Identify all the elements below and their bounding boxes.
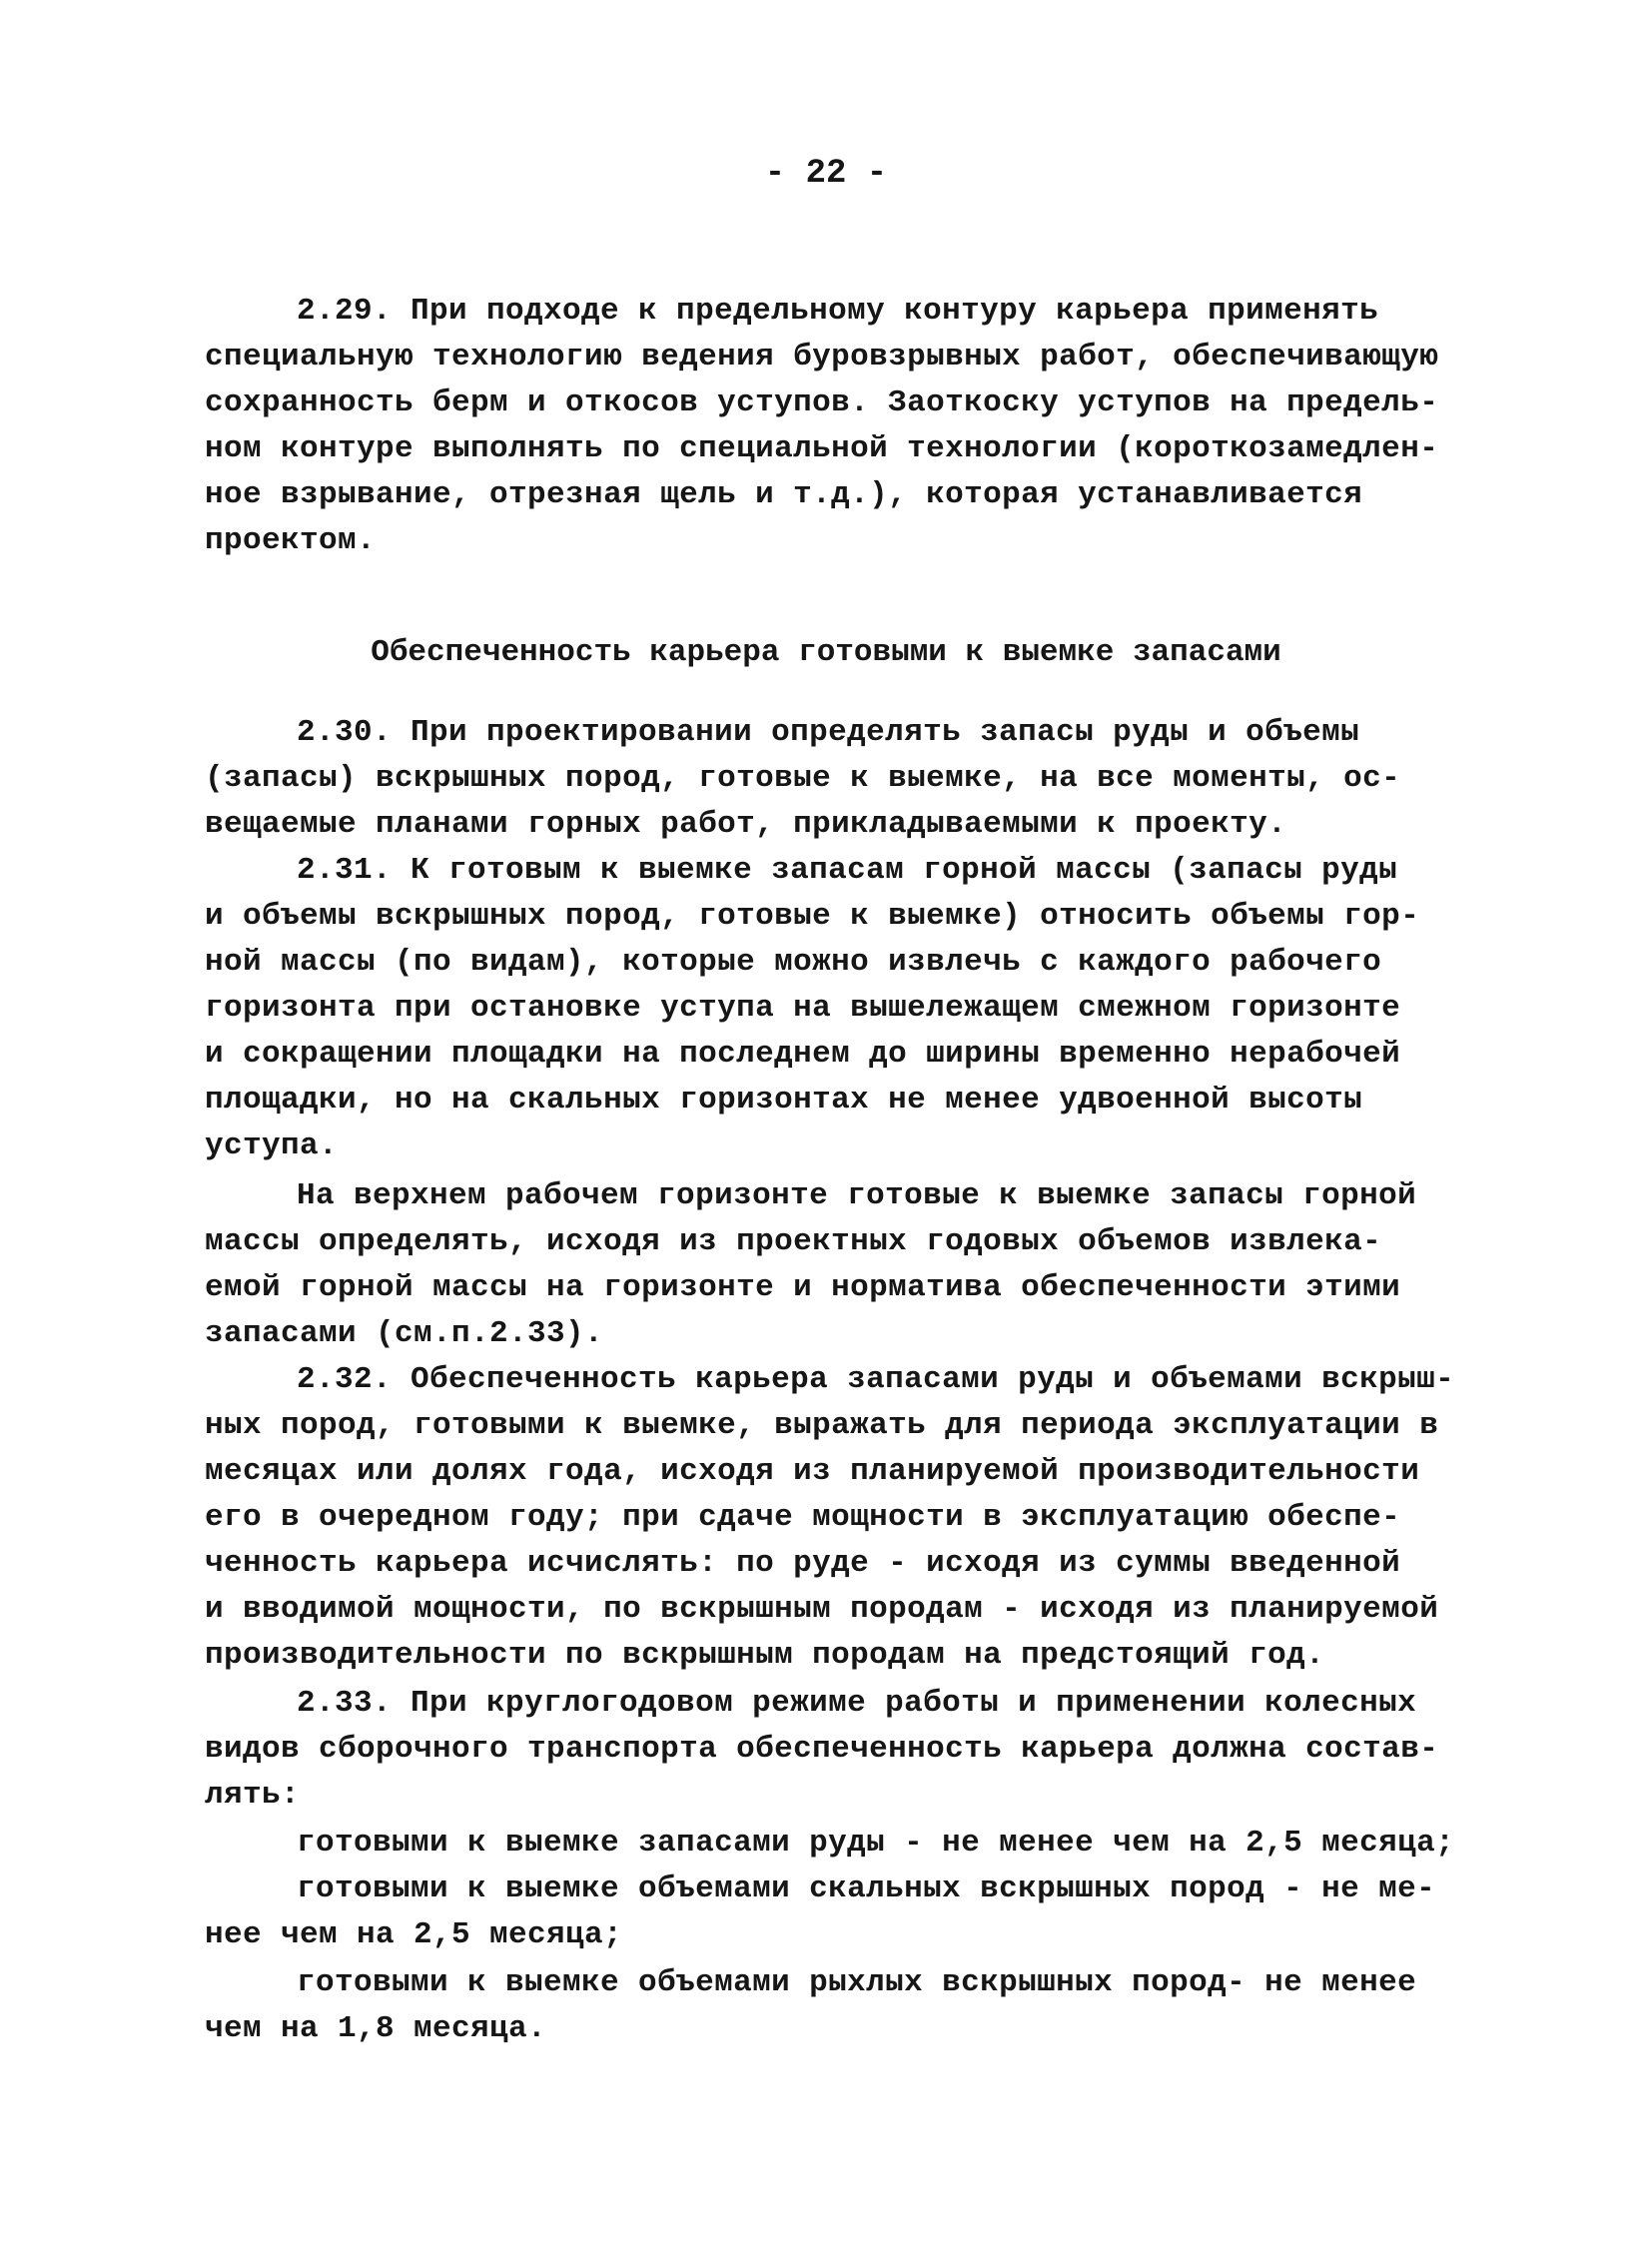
list-item: нее чем на 2,5 месяца; xyxy=(205,1917,623,1952)
list-item: готовыми к выемке объемами рыхлых вскрышных пород- не менее xyxy=(297,1965,1417,2000)
text-line: проектом. xyxy=(205,523,377,558)
text-line: уступа. xyxy=(205,1128,339,1163)
text-line: 2.33. При круглогодовом режиме работы и применении колесных xyxy=(297,1686,1417,1721)
text-line: и вводимой мощности, по вскрышным породам - исходя из планируемой xyxy=(205,1592,1439,1627)
text-line: ной массы (по видам), которые можно извлечь с каждого рабочего xyxy=(205,945,1382,980)
text-line: емой горной массы на горизонте и норматива обеспеченности этими xyxy=(205,1270,1401,1305)
list-item: чем на 1,8 месяца. xyxy=(205,2011,547,2046)
text-line: ное взрывание, отрезная щель и т.д.), которая устанавливается xyxy=(205,477,1363,512)
text-line: горизонта при остановке уступа на вышележащем смежном горизонте xyxy=(205,991,1401,1026)
text-line: ном контуре выполнять по специальной технологии (короткозамедлен- xyxy=(205,431,1439,466)
text-line: 2.31. К готовым к выемке запасам горной массы (запасы руды xyxy=(297,853,1398,888)
text-line: и объемы вскрышных пород, готовые к выемке) относить объемы гор- xyxy=(205,899,1420,934)
text-line: вещаемые планами горных работ, прикладываемыми к проекту. xyxy=(205,807,1287,842)
list-item: готовыми к выемке объемами скальных вскрышных пород - не ме- xyxy=(297,1871,1436,1906)
text-line: 2.29. При подходе к предельному контуру карьера применять xyxy=(297,294,1379,329)
section-heading: Обеспеченность карьера готовыми к выемке запасами xyxy=(371,635,1281,670)
text-line: месяцах или долях года, исходя из планируемой производительности xyxy=(205,1454,1420,1489)
text-line: 2.32. Обеспеченность карьера запасами руды и объемами вскрыш- xyxy=(297,1362,1455,1397)
text-line: 2.30. При проектировании определять запасы руды и объемы xyxy=(297,715,1360,750)
text-line: его в очередном году; при сдаче мощности в эксплуатацию обеспе- xyxy=(205,1500,1401,1535)
text-line: запасами (см.п.2.33). xyxy=(205,1316,604,1351)
list-item: готовыми к выемке запасами руды - не менее чем на 2,5 месяца; xyxy=(297,1826,1455,1861)
page-number: - 22 - xyxy=(764,155,888,193)
text-line: и сокращении площадки на последнем до ширины временно нерабочей xyxy=(205,1037,1401,1072)
text-line: На верхнем рабочем горизонте готовые к выемке запасы горной xyxy=(297,1178,1417,1213)
text-line: производительности по вскрышным породам на предстоящий год. xyxy=(205,1638,1325,1673)
text-line: площадки, но на скальных горизонтах не менее удвоенной высоты xyxy=(205,1083,1363,1118)
text-line: ченность карьера исчислять: по руде - исходя из суммы введенной xyxy=(205,1546,1401,1581)
text-line: ных пород, готовыми к выемке, выражать для периода эксплуатации в xyxy=(205,1408,1439,1443)
text-line: видов сборочного транспорта обеспеченность карьера должна состав- xyxy=(205,1732,1439,1767)
text-line: лять: xyxy=(205,1778,301,1813)
text-line: массы определять, исходя из проектных годовых объемов извлека- xyxy=(205,1224,1382,1259)
text-line: (запасы) вскрышных пород, готовые к выемке, на все моменты, ос- xyxy=(205,761,1401,796)
text-line: сохранность берм и откосов уступов. Заоткоску уступов на предель- xyxy=(205,385,1439,420)
text-line: специальную технологию ведения буровзрывных работ, обеспечивающую xyxy=(205,340,1439,374)
